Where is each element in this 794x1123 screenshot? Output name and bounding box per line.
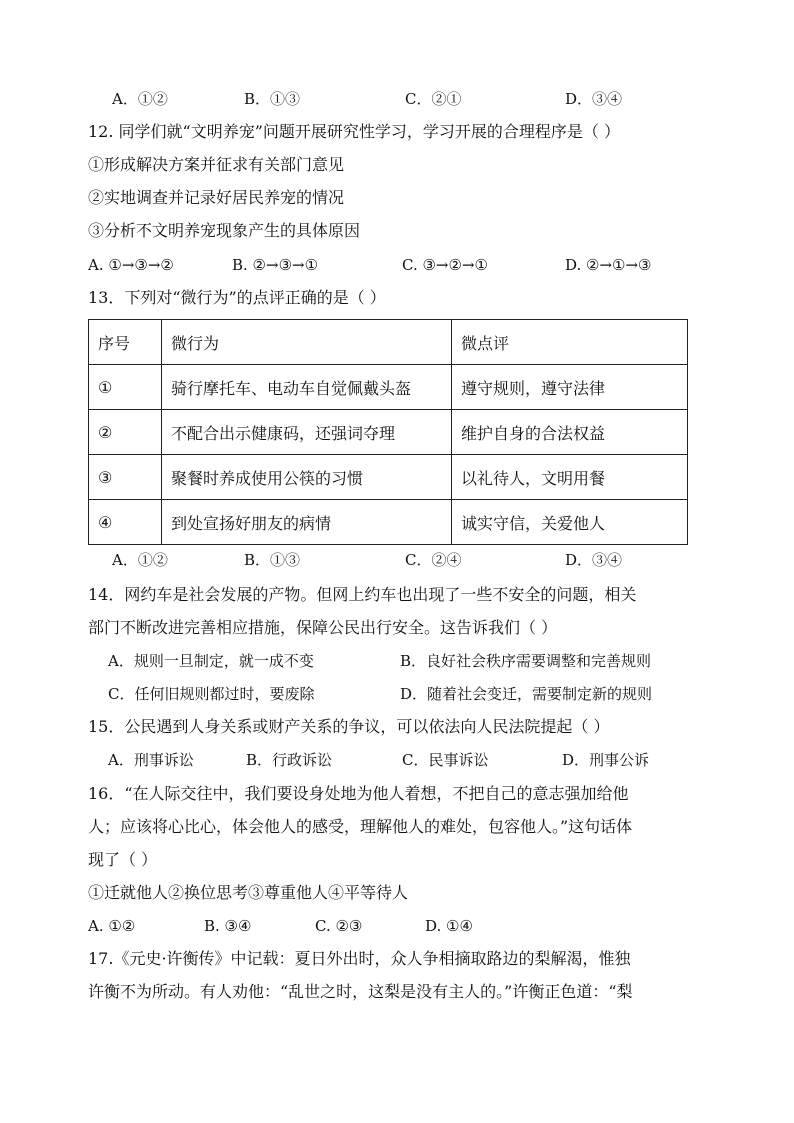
q12-item-2: ②实地调查并记录好居民养宠的情况	[88, 188, 345, 207]
table-row	[89, 410, 688, 455]
q16-option-b: B. ③④	[204, 917, 252, 935]
row-comment: 维护自身的合法权益	[452, 410, 688, 455]
row-index: ④	[89, 500, 162, 545]
table-row	[89, 500, 688, 545]
q15-option-b: B．行政诉讼	[246, 751, 333, 769]
q11-option-c: C．②①	[405, 90, 462, 108]
q13-option-a: A．①②	[112, 551, 168, 569]
q13-option-c: C．②④	[405, 551, 462, 569]
q15-option-c: C．民事诉讼	[402, 751, 489, 769]
q16-option-a: A. ①②	[88, 917, 136, 935]
q13-option-d: D．③④	[565, 551, 623, 569]
q15-option-a: A．刑事诉讼	[108, 751, 194, 769]
q14-stem-line-1: 14．网约车是社会发展的产物。但网上约车也出现了一些不安全的问题，相关	[88, 585, 637, 604]
row-behavior: 到处宣扬好朋友的病情	[162, 500, 452, 545]
q17-stem-line-2: 许衡不为所动。有人劝他：“乱世之时，这梨是没有主人的。”许衡正色道：“梨	[88, 982, 633, 1001]
row-index: ②	[89, 410, 162, 455]
q15-option-d: D．刑事公诉	[562, 751, 650, 769]
q16-option-c: C. ②③	[315, 917, 363, 935]
q12-option-c: C. ③→②→①	[402, 256, 488, 274]
header-comment: 微点评	[452, 320, 688, 365]
q16-items: ①迁就他人②换位思考③尊重他人④平等待人	[88, 883, 409, 902]
table-row	[89, 455, 688, 500]
row-behavior: 不配合出示健康码，还强词夺理	[162, 410, 452, 455]
q16-option-d: D. ①④	[425, 917, 473, 935]
row-index: ③	[89, 455, 162, 500]
row-comment: 遵守规则，遵守法律	[452, 365, 688, 410]
q11-option-b: B．①③	[244, 90, 301, 108]
row-comment: 诚实守信，关爱他人	[452, 500, 688, 545]
q14-option-c: C．任何旧规则都过时，要废除	[108, 685, 315, 703]
q14-option-d: D．随着社会变迁，需要制定新的规则	[400, 685, 653, 703]
q12-option-a: A. ①→③→②	[88, 256, 174, 274]
q12-option-b: B. ②→③→①	[232, 256, 319, 274]
header-index: 序号	[89, 320, 162, 365]
q11-option-a: A．①②	[112, 90, 168, 108]
row-index: ①	[89, 365, 162, 410]
q13-table	[88, 319, 688, 545]
header-behavior: 微行为	[162, 320, 452, 365]
q14-stem-line-2: 部门不断改进完善相应措施，保障公民出行安全。这告诉我们（ ）	[88, 618, 558, 637]
q15-stem: 15．公民遇到人身关系或财产关系的争议，可以依法向人民法院提起（ ）	[88, 717, 610, 736]
q14-option-a: A．规则一旦制定，就一成不变	[108, 652, 314, 670]
q16-stem-line-1: 16．“在人际交往中，我们要设身处地为他人着想，不把自己的意志强加给他	[88, 784, 629, 803]
q11-option-d: D．③④	[565, 90, 623, 108]
table-header-row	[89, 320, 688, 365]
q12-option-d: D. ②→①→③	[565, 256, 652, 274]
row-behavior: 聚餐时养成使用公筷的习惯	[162, 455, 452, 500]
q17-stem-line-1: 17.《元史·许衡传》中记载：夏日外出时，众人争相摘取路边的梨解渴，惟独	[88, 949, 631, 968]
table-row	[89, 365, 688, 410]
q13-stem: 13．下列对“微行为”的点评正确的是（ ）	[88, 288, 386, 307]
q16-stem-line-2: 人；应该将心比心，体会他人的感受，理解他人的难处，包容他人。”这句话体	[88, 817, 633, 836]
row-comment: 以礼待人，文明用餐	[452, 455, 688, 500]
q16-stem-line-3: 现了（ ）	[88, 850, 158, 869]
q13-option-b: B．①③	[244, 551, 301, 569]
q12-item-3: ③分析不文明养宠现象产生的具体原因	[88, 221, 361, 240]
row-behavior: 骑行摩托车、电动车自觉佩戴头盔	[162, 365, 452, 410]
q12-item-1: ①形成解决方案并征求有关部门意见	[88, 155, 345, 174]
q12-stem: 12. 同学们就“文明养宠”问题开展研究性学习，学习开展的合理程序是（ ）	[88, 122, 620, 141]
q14-option-b: B．良好社会秩序需要调整和完善规则	[400, 652, 652, 670]
